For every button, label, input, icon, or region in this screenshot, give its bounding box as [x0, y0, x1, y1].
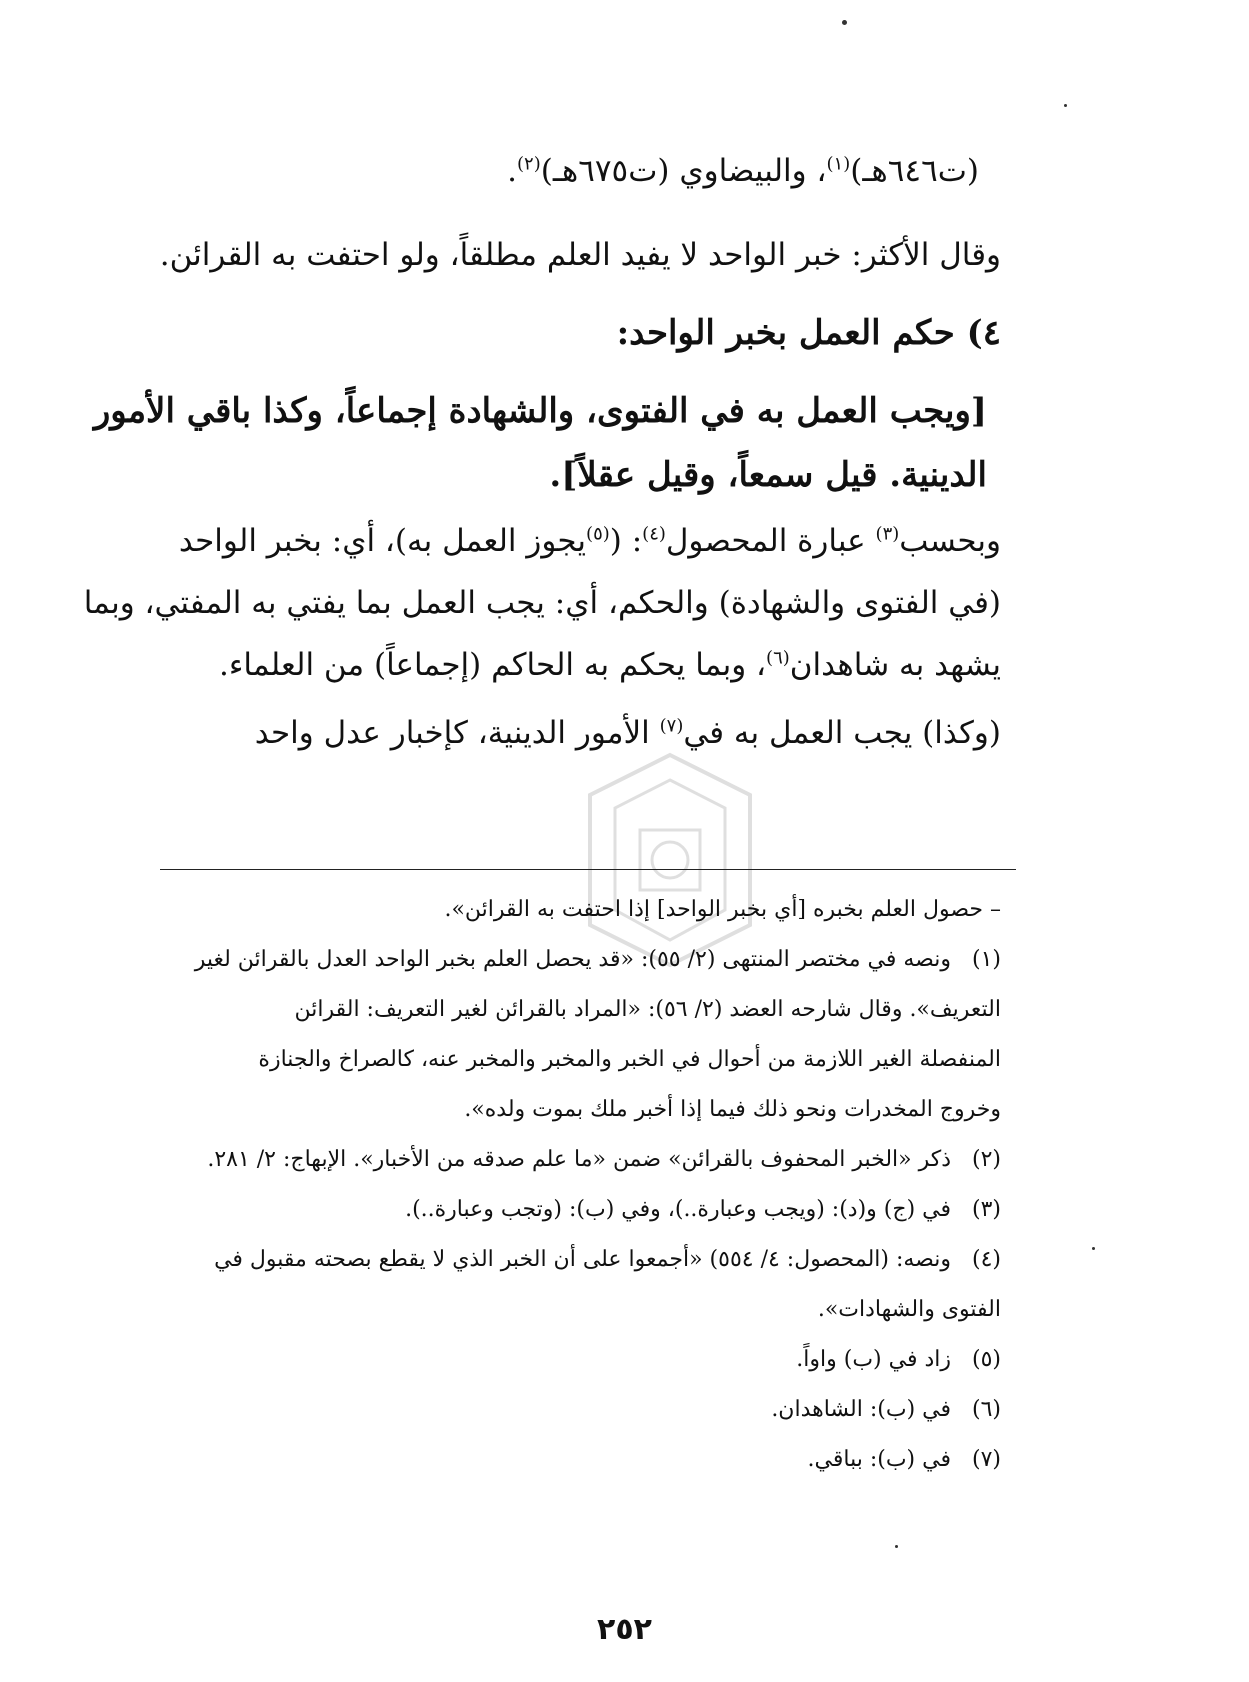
footnote-ref: (٦) [766, 647, 790, 669]
text-fragment: الأمور الدينية، كإخبار عدل واحد [254, 715, 660, 751]
footnotes [31, 885, 1001, 1485]
sharh-line-1 [41, 510, 1001, 572]
footnote-line [31, 1385, 1001, 1435]
text-fragment: . [507, 153, 517, 189]
footnote-line [31, 1135, 1001, 1185]
sharh-line-4 [41, 702, 1001, 764]
section-heading: ٤) حكم العمل بخبر الواحد: [616, 313, 1001, 353]
scan-speck [1092, 1247, 1095, 1250]
text-fragment: وبحسب [899, 523, 1001, 559]
footnote-number: (٣) [971, 1197, 1001, 1222]
paragraph-akthar [159, 224, 1001, 286]
footnote-text: وخروج المخدرات ونحو ذلك فيما إذا أخبر ملك بموت ولده». [464, 1097, 1001, 1122]
text-fragment: : ( [609, 523, 643, 559]
text-fragment: ، والبيضاوي (ت٦٧٥هـ) [540, 153, 827, 189]
footnote-number: (٢) [971, 1147, 1001, 1172]
footnote-number: (٥) [971, 1347, 1001, 1372]
matn-line-2: الدينية. قيل سمعاً، وقيل عقلاً]. [549, 455, 987, 495]
text-fragment: يشهد به شاهدان [789, 647, 1001, 683]
text-fragment: (ت٦٤٦هـ) [850, 153, 979, 189]
footnote-line [31, 935, 1001, 985]
scan-speck [895, 1545, 898, 1548]
footnote-line [31, 1085, 1001, 1135]
footnote-line [31, 985, 1001, 1035]
scan-speck [842, 20, 847, 25]
main-text [139, 140, 979, 202]
footnote-line [31, 1185, 1001, 1235]
scan-speck [1064, 104, 1067, 107]
footnote-text: ونصه: (المحصول: ٤/ ٥٥٤) «أجمعوا على أن الخبر الذي لا يقطع بصحته مقبول في [214, 1247, 951, 1272]
footnote-text: ونصه في مختصر المنتهى (٢/ ٥٥): «قد يحصل العلم بخبر الواحد العدل بالقرائن لغير [194, 947, 951, 972]
text-fragment: ، وبما يحكم به الحاكم (إجماعاً) من العلماء. [219, 647, 767, 683]
footnote-line [31, 885, 1001, 935]
matn-line-1: [ويجب العمل به في الفتوى، والشهادة إجماعاً، وكذا باقي الأمور [93, 391, 987, 431]
sharh-line-3 [41, 634, 1001, 696]
footnote-text: ذكر «الخبر المحفوف بالقرائن» ضمن «ما علم صدقه من الأخبار». الإبهاج: ٢/ ٢٨١. [207, 1147, 951, 1172]
footnote-number: (٧) [971, 1447, 1001, 1472]
footnote-line [31, 1335, 1001, 1385]
footnote-text: في (ب): بباقي. [807, 1447, 951, 1472]
matn-block [37, 380, 987, 506]
footnote-text: التعريف». وقال شارحه العضد (٢/ ٥٦): «المراد بالقرائن لغير التعريف: القرائن [294, 997, 1001, 1022]
footnote-text: زاد في (ب) واواً. [796, 1347, 951, 1372]
body-line-2: وقال الأكثر: خبر الواحد لا يفيد العلم مطلقاً، ولو احتفت به القرائن. [159, 237, 1001, 273]
footnote-line [31, 1035, 1001, 1085]
text-fragment: يجوز العمل به)، أي: بخبر الواحد [178, 523, 587, 559]
footnote-text: – حصول العلم بخبره [أي بخبر الواحد] إذا احتفت به القرائن». [444, 897, 1001, 922]
sharh-paragraph-2 [41, 702, 1001, 764]
page-number: ٢٥٢ [597, 1612, 652, 1647]
footnote-ref: (٢) [516, 153, 541, 175]
footnote-line [31, 1435, 1001, 1485]
footnote-number: (٦) [971, 1397, 1001, 1422]
sharh-paragraph-1 [41, 510, 1001, 696]
footnote-ref: (٤) [642, 523, 666, 545]
text-fragment: (وكذا) يجب العمل به في [683, 715, 1001, 751]
text-fragment: عبارة المحصول [665, 523, 876, 559]
footnote-ref: (٥) [586, 523, 610, 545]
body-line-1 [139, 140, 979, 202]
sharh-line-2: (في الفتوى والشهادة) والحكم، أي: يجب العمل بما يفتي به المفتي، وبما [83, 585, 1001, 621]
footnote-number: (١) [971, 947, 1001, 972]
footnote-number: (٤) [971, 1247, 1001, 1272]
footnote-text: المنفصلة الغير اللازمة من أحوال في الخبر والمخبر والمخبر عنه، كالصراخ والجنازة [258, 1047, 1001, 1072]
footnote-text: في (ج) و(د): (ويجب وعبارة..)، وفي (ب): (وتجب وعبارة..). [405, 1197, 951, 1222]
footnote-text: في (ب): الشاهدان. [771, 1397, 951, 1422]
footnote-ref: (٣) [875, 523, 900, 545]
footnote-ref: (١) [826, 153, 851, 175]
footnote-line [31, 1285, 1001, 1335]
footnote-text: الفتوى والشهادات». [817, 1297, 1001, 1322]
footnote-line [31, 1235, 1001, 1285]
footnote-separator [160, 869, 1016, 870]
footnote-ref: (٧) [659, 715, 684, 737]
section-heading-block [301, 302, 1001, 364]
